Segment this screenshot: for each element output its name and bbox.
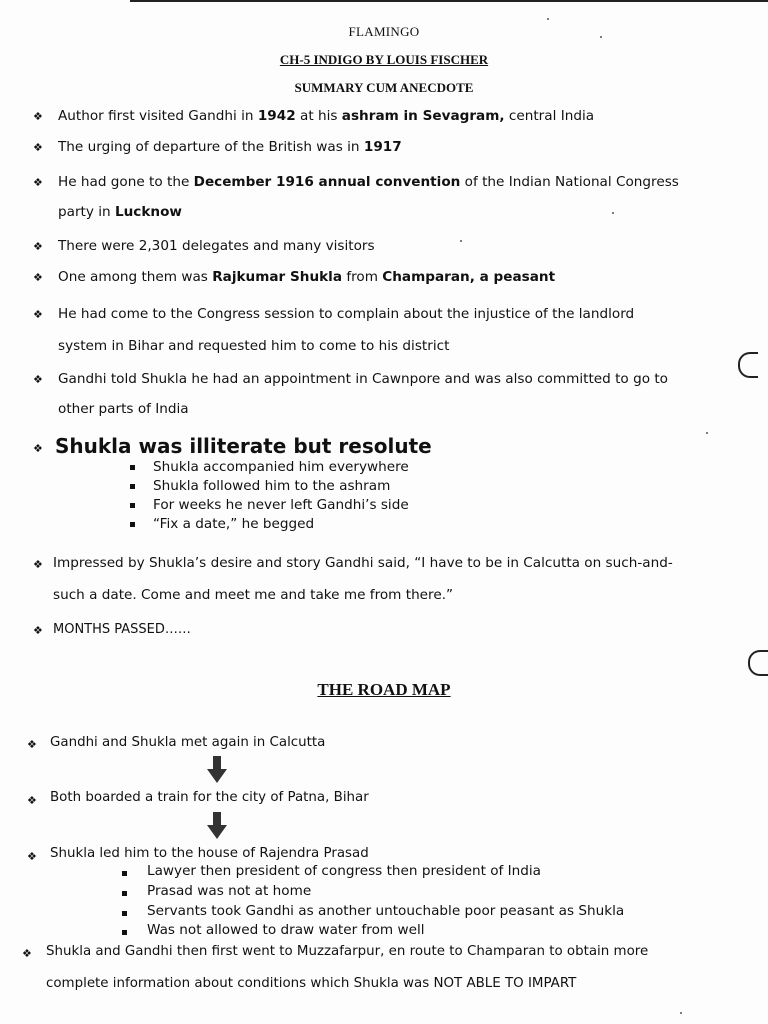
section-subtitle: SUMMARY CUM ANECDOTE xyxy=(294,80,474,95)
point-cawnpore: Gandhi told Shukla he had an appointment in Cawnpore and was also committed to go to xyxy=(58,371,668,387)
point-complaint: He had come to the Congress session to complain about the injustice of the landlord xyxy=(58,306,635,322)
square-bullet-icon xyxy=(130,465,135,470)
punch-hole-mark xyxy=(738,352,758,378)
bullet-diamond-icon: ❖ xyxy=(33,373,43,386)
square-bullet-icon xyxy=(130,503,135,508)
square-bullet-icon xyxy=(122,871,127,876)
bullet-diamond-icon: ❖ xyxy=(33,110,43,123)
square-bullet-icon xyxy=(130,522,135,527)
punch-hole-mark xyxy=(748,650,768,676)
bullet-diamond-icon: ❖ xyxy=(33,271,43,284)
road-step-muzzafarpur: Shukla and Gandhi then first went to Muzzafarpur, en route to Champaran to obtain more xyxy=(46,944,649,959)
point-convention: He had gone to the December 1916 annual convention of the Indian National Congress xyxy=(58,174,679,190)
bullet-diamond-icon: ❖ xyxy=(33,176,43,189)
sub-point: Servants took Gandhi as another untouchable poor peasant as Shukla xyxy=(147,903,625,919)
down-arrow-icon xyxy=(206,812,228,840)
scan-speck xyxy=(612,212,614,214)
scan-speck xyxy=(680,1012,682,1014)
bullet-diamond-icon: ❖ xyxy=(27,794,37,807)
point-illiterate-resolute: Shukla was illiterate but resolute xyxy=(55,434,432,458)
sub-point: Was not allowed to draw water from well xyxy=(147,922,425,938)
point-gandhi-said-cont: such a date. Come and meet me and take me from there.” xyxy=(53,587,454,603)
bullet-diamond-icon: ❖ xyxy=(33,558,43,571)
scan-speck xyxy=(460,240,462,242)
point-delegates: There were 2,301 delegates and many visitors xyxy=(58,238,375,254)
point-complaint-cont: system in Bihar and requested him to come to his district xyxy=(58,338,450,354)
sub-point: Shukla followed him to the ashram xyxy=(153,478,391,494)
road-map-title: THE ROAD MAP xyxy=(317,680,451,699)
point-british-departure: The urging of departure of the British was in 1917 xyxy=(58,139,402,155)
down-arrow-icon xyxy=(206,756,228,784)
point-rajkumar-shukla: One among them was Rajkumar Shukla from Champaran, a peasant xyxy=(58,269,556,285)
square-bullet-icon xyxy=(122,891,127,896)
square-bullet-icon xyxy=(130,484,135,489)
square-bullet-icon xyxy=(122,930,127,935)
road-step-muzzafarpur-cont: complete information about conditions which Shukla was NOT ABLE TO IMPART xyxy=(46,976,577,991)
bullet-diamond-icon: ❖ xyxy=(27,738,37,751)
point-gandhi-said: Impressed by Shukla’s desire and story Gandhi said, “I have to be in Calcutta on such-and- xyxy=(53,555,673,571)
bullet-diamond-icon: ❖ xyxy=(33,308,43,321)
sub-point: Prasad was not at home xyxy=(147,883,312,899)
road-step-patna: Both boarded a train for the city of Patna, Bihar xyxy=(50,790,369,805)
scan-speck xyxy=(547,18,549,20)
sub-point: Shukla accompanied him everywhere xyxy=(153,459,409,475)
point-months-passed: MONTHS PASSED…… xyxy=(53,622,191,637)
page-top-border xyxy=(130,0,768,2)
point-convention-cont: party in Lucknow xyxy=(58,204,182,220)
square-bullet-icon xyxy=(122,911,127,916)
bullet-diamond-icon: ❖ xyxy=(27,850,37,863)
bullet-diamond-icon: ❖ xyxy=(33,624,43,637)
sub-point: “Fix a date,” he begged xyxy=(153,516,315,532)
sub-point: For weeks he never left Gandhi’s side xyxy=(153,497,409,513)
bullet-diamond-icon: ❖ xyxy=(22,947,32,960)
book-title: FLAMINGO xyxy=(348,24,420,39)
scan-speck xyxy=(600,36,602,38)
bullet-diamond-icon: ❖ xyxy=(33,141,43,154)
sub-point: Lawyer then president of congress then president of India xyxy=(147,863,542,879)
road-step-calcutta: Gandhi and Shukla met again in Calcutta xyxy=(50,735,326,750)
scan-speck xyxy=(706,432,708,434)
chapter-title: CH-5 INDIGO BY LOUIS FISCHER xyxy=(279,52,489,67)
bullet-diamond-icon: ❖ xyxy=(33,442,43,455)
point-cawnpore-cont: other parts of India xyxy=(58,401,189,417)
bullet-diamond-icon: ❖ xyxy=(33,240,43,253)
point-author-visit: Author first visited Gandhi in 1942 at his ashram in Sevagram, central India xyxy=(58,108,595,124)
road-step-rajendra-prasad: Shukla led him to the house of Rajendra Prasad xyxy=(50,846,369,861)
